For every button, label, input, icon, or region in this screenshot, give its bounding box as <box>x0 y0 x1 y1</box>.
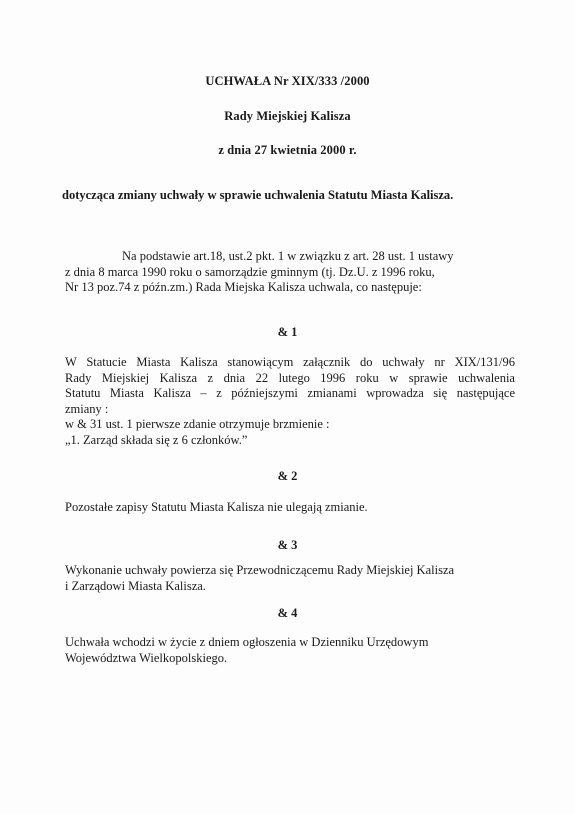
section-2-text <box>65 500 515 516</box>
resolution-subject: dotycząca zmiany uchwały w sprawie uchwalenia Statutu Miasta Kalisza. <box>62 188 454 202</box>
text-line: zmiany : <box>65 401 109 416</box>
text-line: w & 31 ust. 1 pierwsze zdanie otrzymuje brzmienie : <box>65 417 330 431</box>
council-name: Rady Miejskiej Kalisza <box>224 109 351 123</box>
section-mark-4: & 4 <box>277 606 298 620</box>
section-1-text <box>65 355 515 448</box>
section-mark-3: & 3 <box>277 538 298 552</box>
text-line: Na podstawie art.18, ust.2 pkt. 1 w związku z art. 28 ust. 1 ustawy <box>122 249 454 263</box>
legal-basis-paragraph <box>65 249 515 296</box>
section-3-text <box>65 563 515 594</box>
text-line: Statutu Miasta Kalisza – z późniejszymi zmianami wprowadza się następujące <box>65 386 515 400</box>
text-line: „1. Zarząd składa się z 6 członków.” <box>65 432 248 447</box>
text-line: Województwa Wielkopolskiego. <box>65 650 228 665</box>
text-line: W Statucie Miasta Kalisza stanowiącym załącznik do uchwały nr XIX/131/96 <box>65 355 515 369</box>
resolution-date: z dnia 27 kwietnia 2000 r. <box>218 143 357 157</box>
text-line: Uchwała wchodzi w życie z dniem ogłoszenia w Dzienniku Urzędowym <box>65 635 429 649</box>
text-line: z dnia 8 marca 1990 roku o samorządzie gminnym (tj. Dz.U. z 1996 roku, <box>65 264 435 279</box>
text-line: Rady Miejskiej Kalisza z dnia 22 lutego 1996 roku w sprawie uchwalenia <box>65 370 515 385</box>
text-line: i Zarządowi Miasta Kalisza. <box>65 578 206 593</box>
resolution-title: UCHWAŁA Nr XIX/333 /2000 <box>205 74 370 88</box>
section-mark-2: & 2 <box>277 469 298 483</box>
text-line: Nr 13 poz.74 z późn.zm.) Rada Miejska Kalisza uchwala, co następuje: <box>65 280 422 294</box>
section-4-text <box>65 635 515 666</box>
section-mark-1: & 1 <box>277 325 298 339</box>
text-line: Pozostałe zapisy Statutu Miasta Kalisza nie ulegają zmianie. <box>65 500 368 514</box>
text-line: Wykonanie uchwały powierza się Przewodniczącemu Rady Miejskiej Kalisza <box>65 563 455 577</box>
